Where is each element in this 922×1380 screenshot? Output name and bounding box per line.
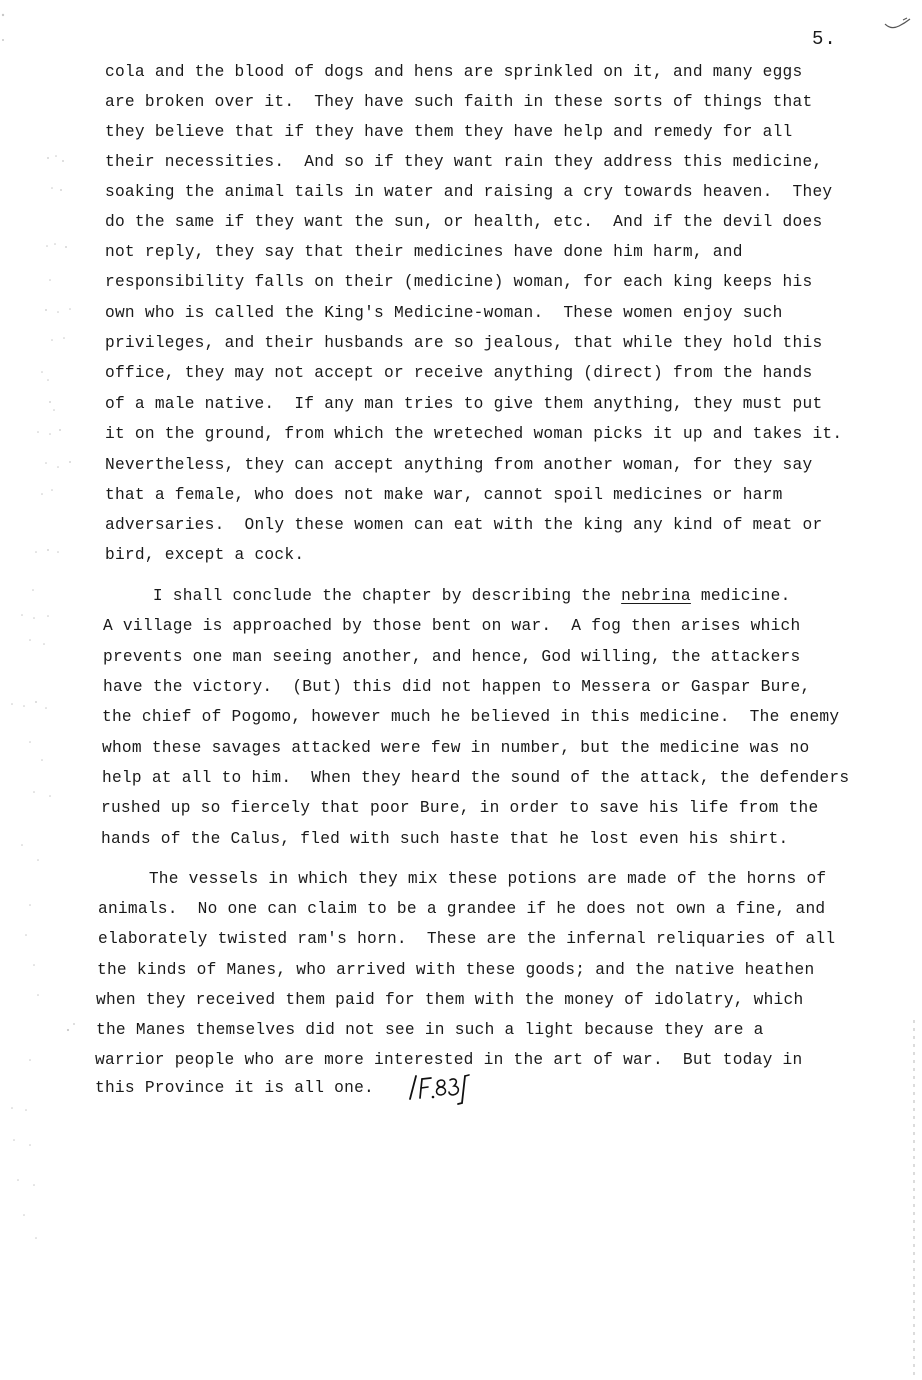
scan-noise-left-margin <box>0 0 80 1380</box>
text-line: Nevertheless, they can accept anything from another woman, for they say <box>105 456 813 474</box>
text-line: soaking the animal tails in water and raising a cry towards heaven. They <box>105 183 833 201</box>
text-line: prevents one man seeing another, and hence, God willing, the attackers <box>103 648 801 666</box>
text-line: bird, except a cock. <box>105 546 305 564</box>
text-line: do the same if they want the sun, or health, etc. And if the devil does <box>105 213 823 231</box>
text-line: when they received them paid for them with the money of idolatry, which <box>96 991 804 1009</box>
text-line: whom these savages attacked were few in number, but the medicine was no <box>102 739 810 757</box>
text-line: the kinds of Manes, who arrived with these goods; and the native heathen <box>97 961 815 979</box>
text-line: elaborately twisted ram's horn. These are the infernal reliquaries of all <box>98 930 836 948</box>
text-line: the chief of Pogomo, however much he believed in this medicine. The enemy <box>102 708 840 726</box>
scan-edge-right <box>906 980 922 1380</box>
text-line-start: I shall conclude the chapter by describing the <box>103 587 622 605</box>
text-line: own who is called the King's Medicine-woman. These women enjoy such <box>105 304 783 322</box>
text-line: office, they may not accept or receive anything (direct) from the hands <box>105 364 813 382</box>
handwritten-folio-note <box>398 1071 478 1107</box>
text-line <box>103 586 791 606</box>
text-line: rushed up so fiercely that poor Bure, in order to save his life from the <box>101 799 819 817</box>
text-line: this Province it is all one. <box>95 1079 394 1097</box>
text-line: the Manes themselves did not see in such a light because they are a <box>96 1021 764 1039</box>
text-line: responsibility falls on their (medicine) woman, for each king keeps his <box>105 273 813 291</box>
text-line: have the victory. (But) this did not happen to Messera or Gaspar Bure, <box>103 678 811 696</box>
page-number: 5. <box>812 28 837 50</box>
text-line: not reply, they say that their medicines have done him harm, and <box>105 243 743 261</box>
text-line: cola and the blood of dogs and hens are sprinkled on it, and many eggs <box>105 63 803 81</box>
text-line: hands of the Calus, fled with such haste that he lost even his shirt. <box>101 830 789 848</box>
text-line-end: medicine. <box>690 587 791 605</box>
text-line: The vessels in which they mix these potions are made of the horns of <box>99 870 827 888</box>
text-line: of a male native. If any man tries to give them anything, they must put <box>105 395 823 413</box>
text-line: privileges, and their husbands are so jealous, that while they hold this <box>105 334 823 352</box>
text-line: A village is approached by those bent on war. A fog then arises which <box>103 617 801 635</box>
underlined-term: nebrina <box>621 587 691 605</box>
text-line: their necessities. And so if they want rain they address this medicine, <box>105 153 823 171</box>
text-line: are broken over it. They have such faith in these sorts of things that <box>105 93 813 111</box>
text-line: it on the ground, from which the wreteched woman picks it up and takes it. <box>105 425 843 443</box>
text-line: they believe that if they have them they have help and remedy for all <box>105 123 793 141</box>
text-line: adversaries. Only these women can eat with the king any kind of meat or <box>105 516 823 534</box>
text-line: that a female, who does not make war, cannot spoil medicines or harm <box>105 486 783 504</box>
corner-scribble-icon <box>883 14 913 34</box>
text-line: warrior people who are more interested in the art of war. But today in <box>95 1051 803 1069</box>
text-line: animals. No one can claim to be a grandee if he does not own a fine, and <box>98 900 826 918</box>
text-line: help at all to him. When they heard the sound of the attack, the defenders <box>102 769 850 787</box>
